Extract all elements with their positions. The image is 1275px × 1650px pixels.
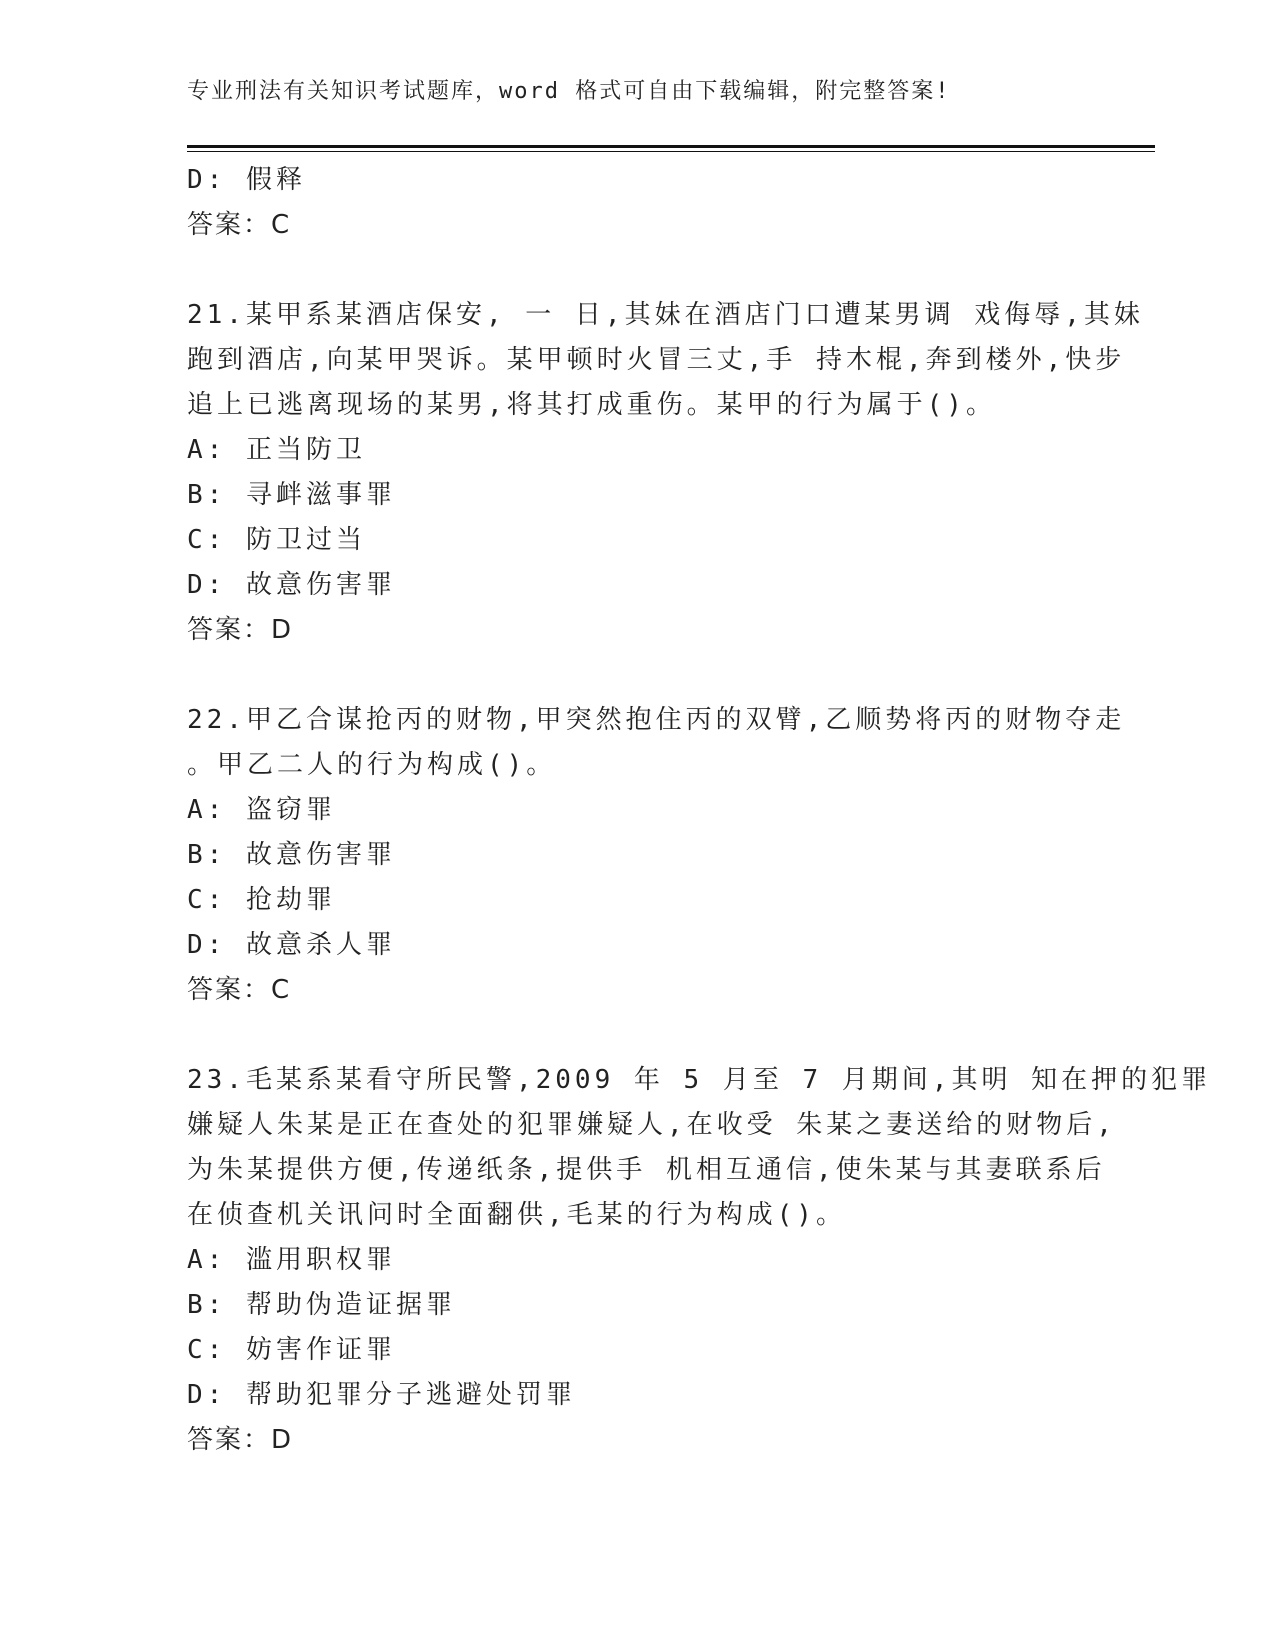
spacer	[187, 248, 1087, 293]
q22-stem-line: 。甲乙二人的行为构成()。	[187, 750, 557, 780]
q21-answer: 答案：D	[187, 615, 294, 645]
question-content	[187, 158, 1212, 1463]
page-header: 专业刑法有关知识考试题库，word 格式可自由下载编辑，附完整答案!	[187, 79, 951, 104]
q23-option-d: D: 帮助犯罪分子逃避处罚罪	[187, 1380, 576, 1410]
header-rule-thin	[187, 151, 1155, 152]
q23-stem-line: 为朱某提供方便,传递纸条,提供手 机相互通信,使朱某与其妻联系后	[187, 1155, 1106, 1185]
prev-answer: 答案：C	[187, 210, 292, 240]
q21-stem-line: 21.某甲系某酒店保安, 一 日,其妹在酒店门口遭某男调 戏侮辱,其妹	[187, 300, 1144, 330]
q21-option-a: A: 正当防卫	[187, 435, 366, 465]
spacer	[187, 653, 1087, 698]
q23-stem-line: 嫌疑人朱某是正在查处的犯罪嫌疑人,在收受 朱某之妻送给的财物后,	[187, 1110, 1116, 1140]
q23-option-b: B: 帮助伪造证据罪	[187, 1290, 456, 1320]
q23-option-c: C: 妨害作证罪	[187, 1335, 396, 1365]
spacer	[187, 1013, 1087, 1058]
q21-option-d: D: 故意伤害罪	[187, 570, 396, 600]
q23-option-a: A: 滥用职权罪	[187, 1245, 396, 1275]
q21-stem-line: 追上已逃离现场的某男,将其打成重伤。某甲的行为属于()。	[187, 390, 996, 420]
q23-answer: 答案：D	[187, 1425, 294, 1455]
q22-option-a: A: 盗窃罪	[187, 795, 336, 825]
q22-option-c: C: 抢劫罪	[187, 885, 336, 915]
q22-stem-line: 22.甲乙合谋抢丙的财物,甲突然抱住丙的双臂,乙顺势将丙的财物夺走	[187, 705, 1126, 735]
header-rule-thick	[187, 145, 1155, 148]
q22-answer: 答案：C	[187, 975, 292, 1005]
q23-stem-line: 23.毛某系某看守所民警,2009 年 5 月至 7 月期间,其明 知在押的犯罪	[187, 1065, 1212, 1095]
q22-option-d: D: 故意杀人罪	[187, 930, 396, 960]
q22-option-b: B: 故意伤害罪	[187, 840, 396, 870]
prev-option-d: D: 假释	[187, 165, 306, 195]
q21-option-c: C: 防卫过当	[187, 525, 366, 555]
q21-stem-line: 跑到酒店,向某甲哭诉。某甲顿时火冒三丈,手 持木棍,奔到楼外,快步	[187, 345, 1126, 375]
q21-option-b: B: 寻衅滋事罪	[187, 480, 396, 510]
q23-stem-line: 在侦查机关讯问时全面翻供,毛某的行为构成()。	[187, 1200, 846, 1230]
